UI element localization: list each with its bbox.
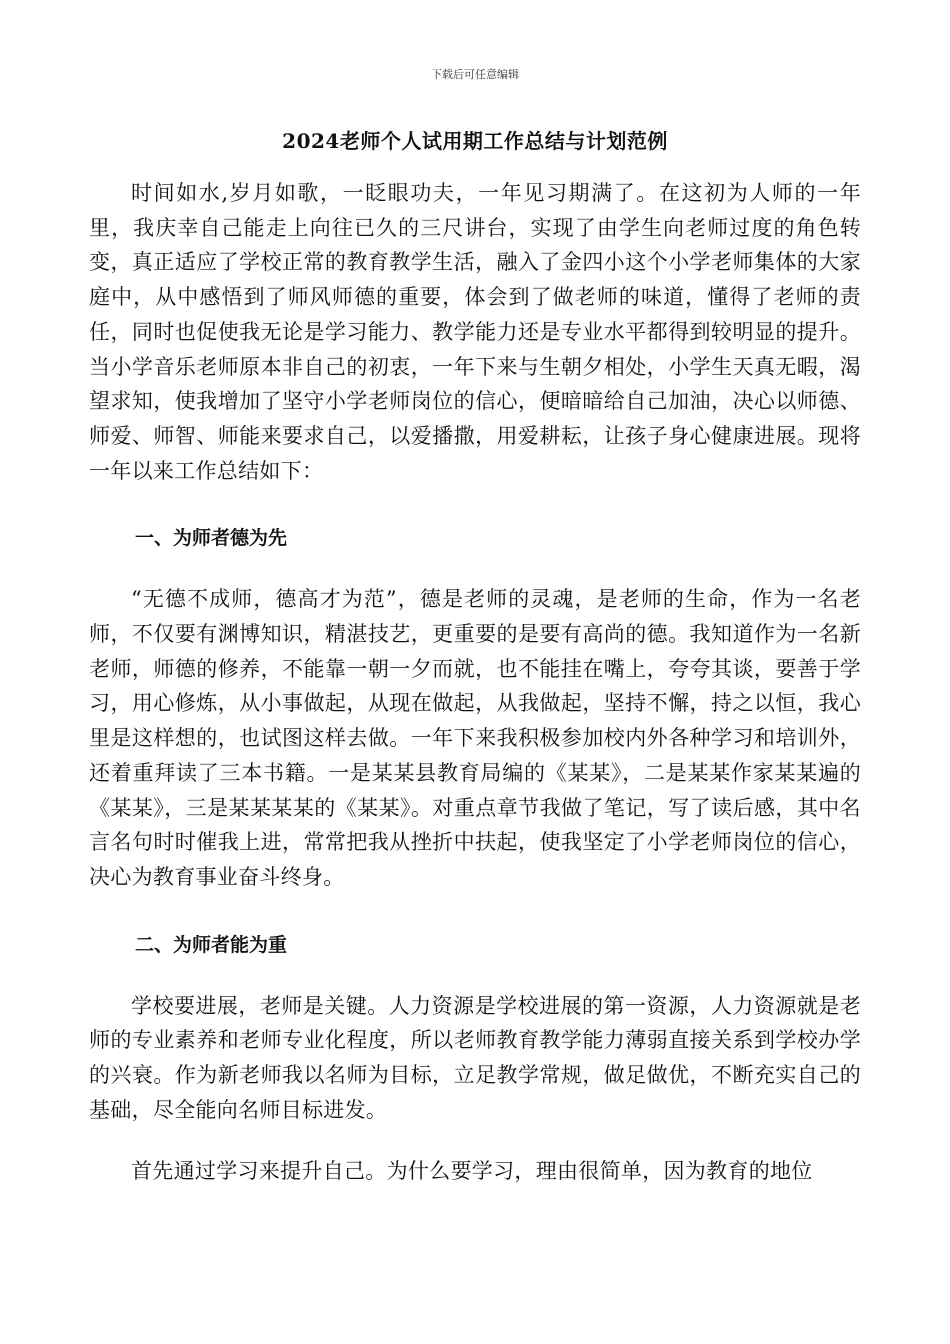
spacer [89, 1127, 861, 1154]
spacer [89, 488, 861, 521]
section-heading-1: 一、为师者德为先 [135, 527, 288, 550]
paragraph-intro: 时间如水,岁月如歌，一眨眼功夫，一年见习期满了。在这初为人师的一年里，我庆幸自己能走上向往已久的三尺讲台，实现了由学生向老师过度的角色转变，真正适应了学校正常的教育教学生活，融入了金四小这个小学老师集体的大家庭中，从中感悟到了师风师德的重要，体会到了做老师的味道，懂得了老师的责任，同时也促使我无论是学习能力、教学能力还是专业水平都得到较明显的提升。当小学音乐老师原本非自己的初衷，一年下来与生朝夕相处，小学生天真无暇，渴望求知，使我增加了坚守小学老师岗位的信心，便暗暗给自己加油，决心以师德、师爱、师智、师能来要求自己，以爱播撒，用爱耕耘，让孩子身心健康进展。现将一年以来工作总结如下： [89, 181, 861, 483]
spacer [89, 555, 861, 582]
paragraph-section-2: 学校要进展，老师是关键。人力资源是学校进展的第一资源，人力资源就是老师的专业素养和老师专业化程度，所以老师教育教学能力薄弱直接关系到学校办学的兴衰。作为新老师我以名师为目标，立足教学常规，做足做优，不断充实自己的基础，尽全能向名师目标进发。 [89, 993, 861, 1122]
document-body [89, 176, 861, 1189]
spacer [89, 962, 861, 989]
paragraph-section-2b: 首先通过学习来提升自己。为什么要学习，理由很简单，因为教育的地位 [131, 1159, 813, 1184]
header-note: 下载后可任意编辑 [431, 68, 519, 81]
document-title: 2024老师个人试用期工作总结与计划范例 [282, 129, 668, 153]
spacer [89, 895, 861, 928]
paragraph-section-1: “无德不成师，德高才为范”，德是老师的灵魂，是老师的生命，作为一名老师，不仅要有渊博知识，精湛技艺，更重要的是要有高尚的德。我知道作为一名新老师，师德的修养，不能靠一朝一夕而就，也不能挂在嘴上，夸夸其谈，要善于学习，用心修炼，从小事做起，从现在做起，从我做起，坚持不懈，持之以恒，我心里是这样想的，也试图这样去做。一年下来我积极参加校内外各种学习和培训外，还着重拜读了三本书籍。一是某某县教育局编的《某某》，二是某某作家某某遍的《某某》，三是某某某某的《某某》。对重点章节我做了笔记，写了读后感，其中名言名句时时催我上进，常常把我从挫折中扶起，使我坚定了小学老师岗位的信心，决心为教育事业奋斗终身。 [89, 587, 861, 889]
section-heading-2: 二、为师者能为重 [135, 933, 288, 956]
